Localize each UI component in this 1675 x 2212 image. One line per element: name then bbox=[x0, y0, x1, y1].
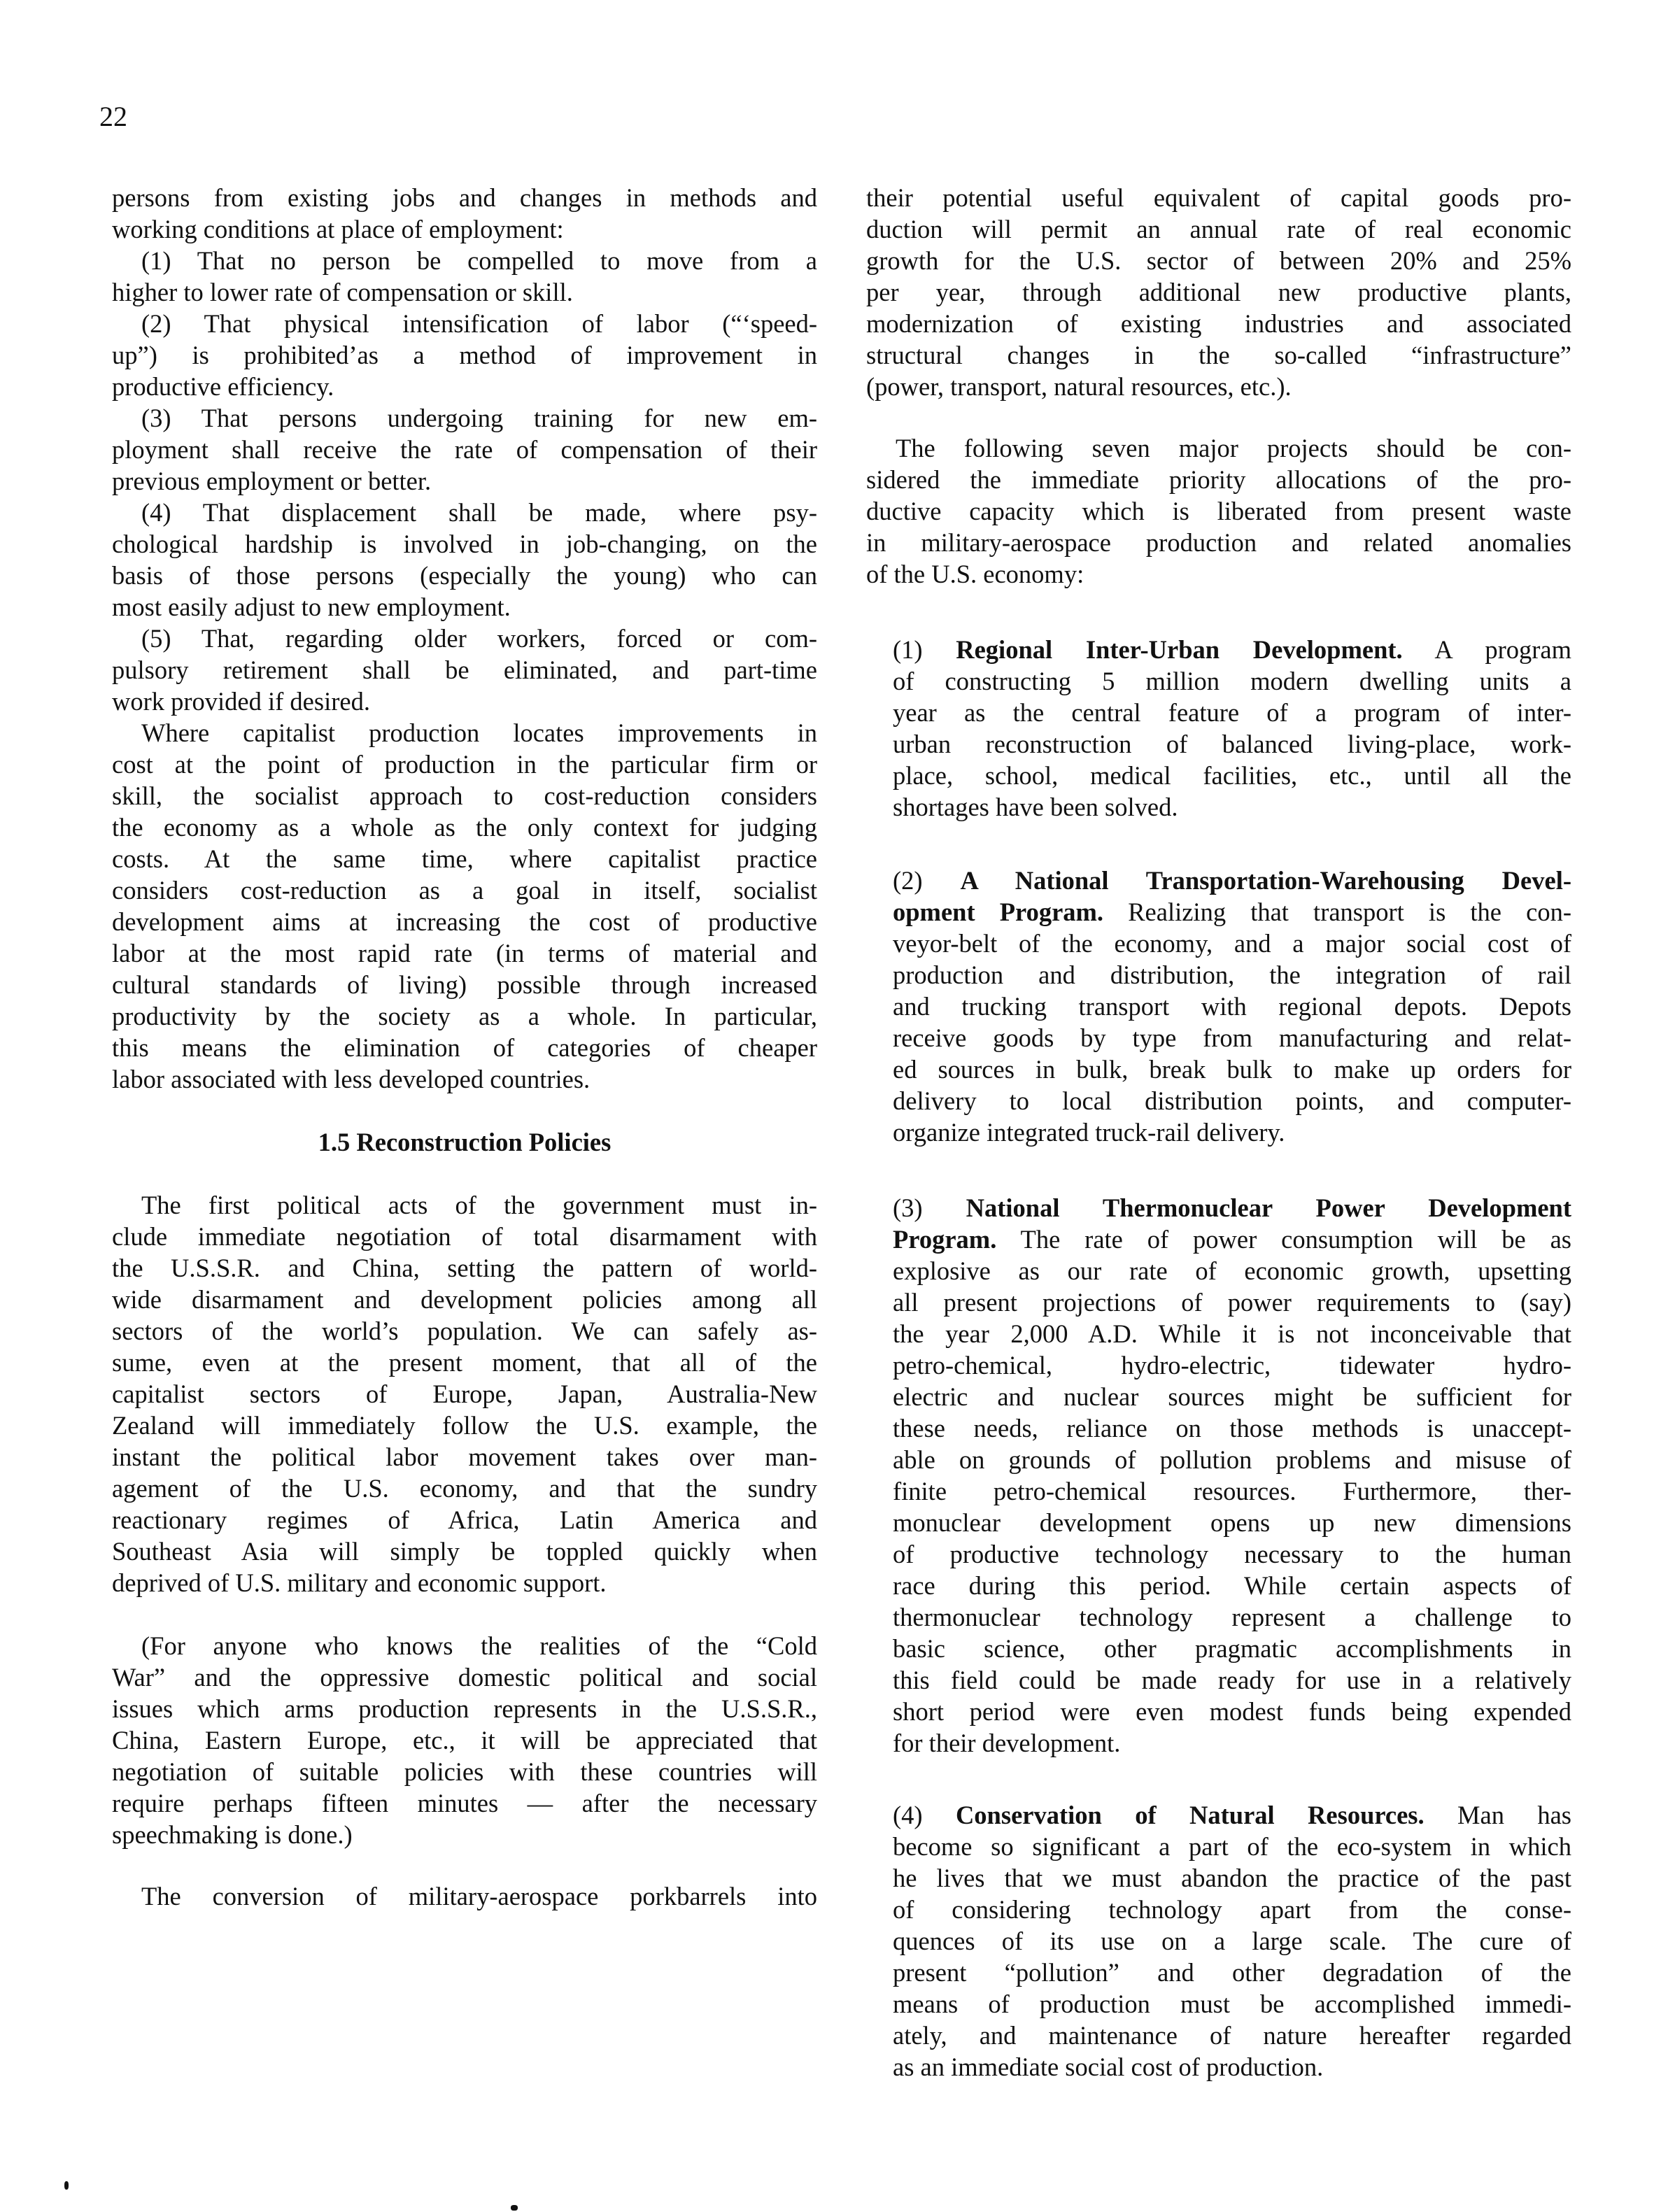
text-line: sidered the immediate priority allocations of the pro- bbox=[866, 465, 1571, 494]
text-line: up”) is prohibited’as a method of improvement in bbox=[112, 341, 817, 369]
text-line: the U.S.S.R. and China, setting the pattern of world- bbox=[112, 1254, 817, 1282]
text-line: ately, and maintenance of nature hereafter regarded bbox=[893, 2021, 1571, 2050]
text-line bbox=[893, 865, 1571, 896]
text-line: per year, through additional new productive plants, bbox=[866, 278, 1571, 306]
item-title-continued: Program. bbox=[893, 1225, 997, 1254]
scan-speck bbox=[511, 2205, 518, 2211]
text-line: labor associated with less developed countries. bbox=[112, 1065, 591, 1093]
text-line: Where capitalist production locates improvements in bbox=[141, 718, 817, 747]
text-line: (4) That displacement shall be made, where psy- bbox=[141, 498, 817, 527]
text-line: productivity by the society as a whole. In particular, bbox=[112, 1002, 817, 1030]
item-number: (1) bbox=[893, 635, 956, 664]
text-line: cultural standards of living) possible through increased bbox=[112, 970, 817, 999]
text-line: the year 2,000 A.D. While it is not inconceivable that bbox=[893, 1319, 1571, 1348]
text-line: Southeast Asia will simply be toppled quickly when bbox=[112, 1537, 817, 1566]
item-title-continued: opment Program. bbox=[893, 898, 1104, 926]
paragraph bbox=[866, 182, 1571, 402]
text-line: Zealand will immediately follow the U.S. example, the bbox=[112, 1411, 817, 1440]
text-line: race during this period. While certain aspects of bbox=[893, 1571, 1571, 1600]
text-line: explosive as our rate of economic growth, upsetting bbox=[893, 1256, 1571, 1285]
paragraph bbox=[112, 717, 817, 1095]
text-line: issues which arms production represents in the U.S.S.R., bbox=[112, 1694, 817, 1723]
item-title: A National Transportation-Warehousing Devel- bbox=[960, 866, 1571, 895]
paragraph bbox=[112, 1880, 817, 1912]
text-line: China, Eastern Europe, etc., it will be appreciated that bbox=[112, 1726, 817, 1754]
text-line: delivery to local distribution points, and computer- bbox=[893, 1086, 1571, 1115]
text-line: of the U.S. economy: bbox=[866, 560, 1084, 588]
text-line: (For anyone who knows the realities of the “Cold bbox=[141, 1631, 817, 1660]
item-text: Realizing that transport is the con- bbox=[1103, 898, 1571, 926]
text-line: cost at the point of production in the particular firm or bbox=[112, 750, 817, 779]
text-line: their potential useful equivalent of capital goods pro- bbox=[866, 183, 1571, 212]
text-line: of constructing 5 million modern dwelling units a bbox=[893, 667, 1571, 695]
text-line: short period were even modest funds being expended bbox=[893, 1697, 1571, 1726]
text-line: require perhaps fifteen minutes — after the necessary bbox=[112, 1789, 817, 1817]
item-number: (4) bbox=[893, 1801, 956, 1829]
text-line: able on grounds of pollution problems and misuse of bbox=[893, 1445, 1571, 1474]
text-line: of productive technology necessary to the human bbox=[893, 1540, 1571, 1568]
text-line: labor at the most rapid rate (in terms of material and bbox=[112, 939, 817, 967]
text-line: place, school, medical facilities, etc., until all the bbox=[893, 761, 1571, 790]
text-line: organize integrated truck-rail delivery. bbox=[893, 1118, 1285, 1147]
text-line: costs. At the same time, where capitalist practice bbox=[112, 844, 817, 873]
paragraph bbox=[112, 402, 817, 497]
text-line: finite petro-chemical resources. Furthermore, ther- bbox=[893, 1477, 1571, 1505]
text-line: this means the elimination of categories of cheaper bbox=[112, 1033, 817, 1062]
paragraph bbox=[112, 497, 817, 623]
paragraph bbox=[112, 182, 817, 245]
text-line: higher to lower rate of compensation or skill. bbox=[112, 278, 573, 306]
paragraph bbox=[112, 308, 817, 402]
text-line: the economy as a whole as the only context for judging bbox=[112, 813, 817, 842]
paragraph bbox=[112, 1630, 817, 1850]
text-line bbox=[893, 1224, 1571, 1255]
text-line bbox=[893, 634, 1571, 665]
text-line: present “pollution” and other degradation of the bbox=[893, 1958, 1571, 1987]
text-line: (2) That physical intensification of labor (“‘speed- bbox=[141, 309, 817, 338]
text-line: sectors of the world’s population. We can safely as- bbox=[112, 1317, 817, 1345]
text-line: basis of those persons (especially the young) who can bbox=[112, 561, 817, 590]
item-text: A program bbox=[1402, 635, 1572, 664]
text-line: structural changes in the so-called “infrastructure” bbox=[866, 341, 1571, 369]
text-line: most easily adjust to new employment. bbox=[112, 593, 511, 621]
text-line: (1) That no person be compelled to move from a bbox=[141, 246, 817, 275]
text-line: urban reconstruction of balanced living-place, work- bbox=[893, 730, 1571, 758]
section-heading: 1.5 Reconstruction Policies bbox=[318, 1128, 612, 1156]
project-item bbox=[893, 1192, 1571, 1759]
paragraph bbox=[866, 432, 1571, 590]
text-line: in military-aerospace production and related anomalies bbox=[866, 528, 1571, 557]
text-line: production and distribution, the integration of rail bbox=[893, 960, 1571, 989]
text-line bbox=[893, 1799, 1571, 1831]
text-line: basic science, other pragmatic accomplishments in bbox=[893, 1634, 1571, 1663]
text-line: capitalist sectors of Europe, Japan, Australia-New bbox=[112, 1380, 817, 1408]
item-title: Regional Inter-Urban Development. bbox=[956, 635, 1403, 664]
text-line: ductive capacity which is liberated from present waste bbox=[866, 497, 1571, 525]
text-line: development aims at increasing the cost of productive bbox=[112, 907, 817, 936]
text-line: (5) That, regarding older workers, forced or com- bbox=[141, 624, 817, 653]
text-line: growth for the U.S. sector of between 20% and 25% bbox=[866, 246, 1571, 275]
text-line: War” and the oppressive domestic political and social bbox=[112, 1663, 817, 1692]
text-line: reactionary regimes of Africa, Latin America and bbox=[112, 1505, 817, 1534]
text-line: year as the central feature of a program of inter- bbox=[893, 698, 1571, 727]
text-line: and trucking transport with regional depots. Depots bbox=[893, 992, 1571, 1021]
item-title: Conservation of Natural Resources. bbox=[955, 1801, 1425, 1829]
text-line: quences of its use on a large scale. The cure of bbox=[893, 1927, 1571, 1955]
text-line: The first political acts of the government must in- bbox=[141, 1191, 817, 1219]
text-line: of considering technology apart from the conse- bbox=[893, 1895, 1571, 1924]
text-line: agement of the U.S. economy, and that the sundry bbox=[112, 1474, 817, 1503]
text-line: thermonuclear technology represent a challenge to bbox=[893, 1603, 1571, 1631]
paragraph bbox=[112, 1189, 817, 1598]
project-item bbox=[893, 1799, 1571, 2083]
text-line: modernization of existing industries and associated bbox=[866, 309, 1571, 338]
text-line: considers cost-reduction as a goal in itself, socialist bbox=[112, 876, 817, 905]
text-line: work provided if desired. bbox=[112, 687, 370, 716]
text-line: (3) That persons undergoing training for new em- bbox=[141, 404, 817, 432]
text-line: petro-chemical, hydro-electric, tidewater hydro- bbox=[893, 1351, 1571, 1380]
text-line: shortages have been solved. bbox=[893, 793, 1178, 821]
text-line bbox=[893, 1192, 1571, 1224]
text-line: ployment shall receive the rate of compensation of their bbox=[112, 435, 817, 464]
text-line: clude immediate negotiation of total disarmament with bbox=[112, 1222, 817, 1251]
text-line: as an immediate social cost of production. bbox=[893, 2053, 1324, 2081]
text-line: these needs, reliance on those methods is unaccept- bbox=[893, 1414, 1571, 1442]
text-line: pulsory retirement shall be eliminated, and part-time bbox=[112, 655, 817, 684]
text-line: he lives that we must abandon the practice of the past bbox=[893, 1864, 1571, 1892]
text-line: means of production must be accomplished immedi- bbox=[893, 1990, 1571, 2018]
text-line: all present projections of power requirements to (say) bbox=[893, 1288, 1571, 1317]
text-line: skill, the socialist approach to cost-reduction considers bbox=[112, 781, 817, 810]
item-text: Man has bbox=[1424, 1801, 1571, 1829]
item-number: (3) bbox=[893, 1193, 966, 1222]
text-line: ed sources in bulk, break bulk to make up orders for bbox=[893, 1055, 1571, 1084]
text-line: productive efficiency. bbox=[112, 372, 334, 401]
text-line: electric and nuclear sources might be sufficient for bbox=[893, 1382, 1571, 1411]
paragraph bbox=[112, 623, 817, 717]
text-line: persons from existing jobs and changes in methods and bbox=[112, 183, 817, 212]
text-line: duction will permit an annual rate of real economic bbox=[866, 215, 1571, 243]
item-text: The rate of power consumption will be as bbox=[996, 1225, 1571, 1254]
item-title: National Thermonuclear Power Development bbox=[966, 1193, 1572, 1222]
page-number: 22 bbox=[99, 101, 127, 132]
text-line: (power, transport, natural resources, etc.). bbox=[866, 372, 1292, 401]
text-line: chological hardship is involved in job-changing, on the bbox=[112, 530, 817, 558]
paragraph bbox=[112, 245, 817, 308]
text-line: The following seven major projects should be con- bbox=[896, 434, 1571, 462]
item-number: (2) bbox=[893, 866, 961, 895]
text-line: deprived of U.S. military and economic support. bbox=[112, 1568, 607, 1597]
text-line: wide disarmament and development policies among all bbox=[112, 1285, 817, 1314]
scan-speck bbox=[64, 2181, 69, 2190]
text-line: veyor-belt of the economy, and a major social cost of bbox=[893, 929, 1571, 958]
text-line: monuclear development opens up new dimensions bbox=[893, 1508, 1571, 1537]
text-line: negotiation of suitable policies with these countries will bbox=[112, 1757, 817, 1786]
text-line: previous employment or better. bbox=[112, 467, 432, 495]
text-line: for their development. bbox=[893, 1729, 1121, 1757]
text-line: sume, even at the present moment, that all of the bbox=[112, 1348, 817, 1377]
text-line: The conversion of military-aerospace porkbarrels into bbox=[141, 1882, 817, 1910]
project-item bbox=[893, 865, 1571, 1148]
text-line: instant the political labor movement takes over man- bbox=[112, 1442, 817, 1471]
text-line: speechmaking is done.) bbox=[112, 1820, 353, 1849]
text-line: become so significant a part of the eco-system in which bbox=[893, 1832, 1571, 1861]
text-line: working conditions at place of employment: bbox=[112, 215, 564, 243]
text-line bbox=[893, 896, 1571, 928]
text-line: receive goods by type from manufacturing and relat- bbox=[893, 1023, 1571, 1052]
text-line: this field could be made ready for use in a relatively bbox=[893, 1666, 1571, 1694]
project-item bbox=[893, 634, 1571, 823]
